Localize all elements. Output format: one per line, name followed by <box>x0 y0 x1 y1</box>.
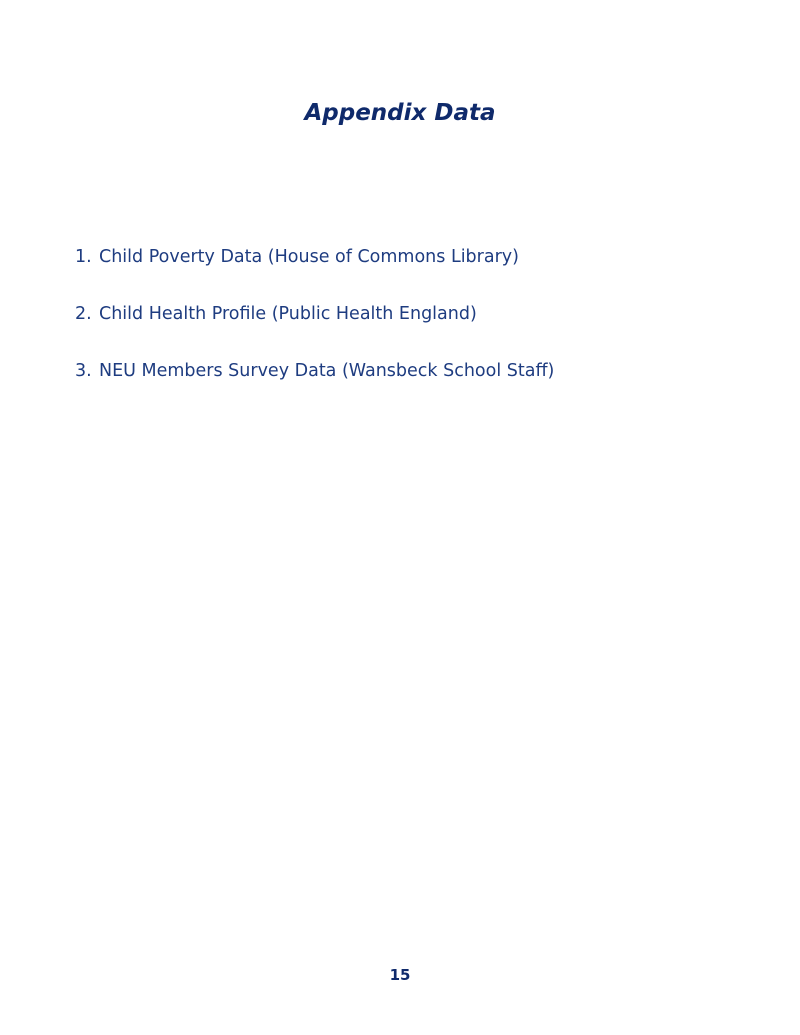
list-item-number: 3. <box>75 361 92 381</box>
list-item-label: NEU Members Survey Data (Wansbeck School Staff) <box>99 361 555 381</box>
list-item-label: Child Poverty Data (House of Commons Library) <box>99 247 519 267</box>
list-item-number: 1. <box>75 247 92 267</box>
list-item-label: Child Health Profile (Public Health England) <box>99 304 477 324</box>
appendix-list <box>75 245 554 416</box>
list-item <box>75 302 554 326</box>
list-item-number: 2. <box>75 304 92 324</box>
page-number: 15 <box>389 966 411 984</box>
list-item <box>75 245 554 269</box>
list-item <box>75 359 554 383</box>
page-title: Appendix Data <box>304 100 496 126</box>
